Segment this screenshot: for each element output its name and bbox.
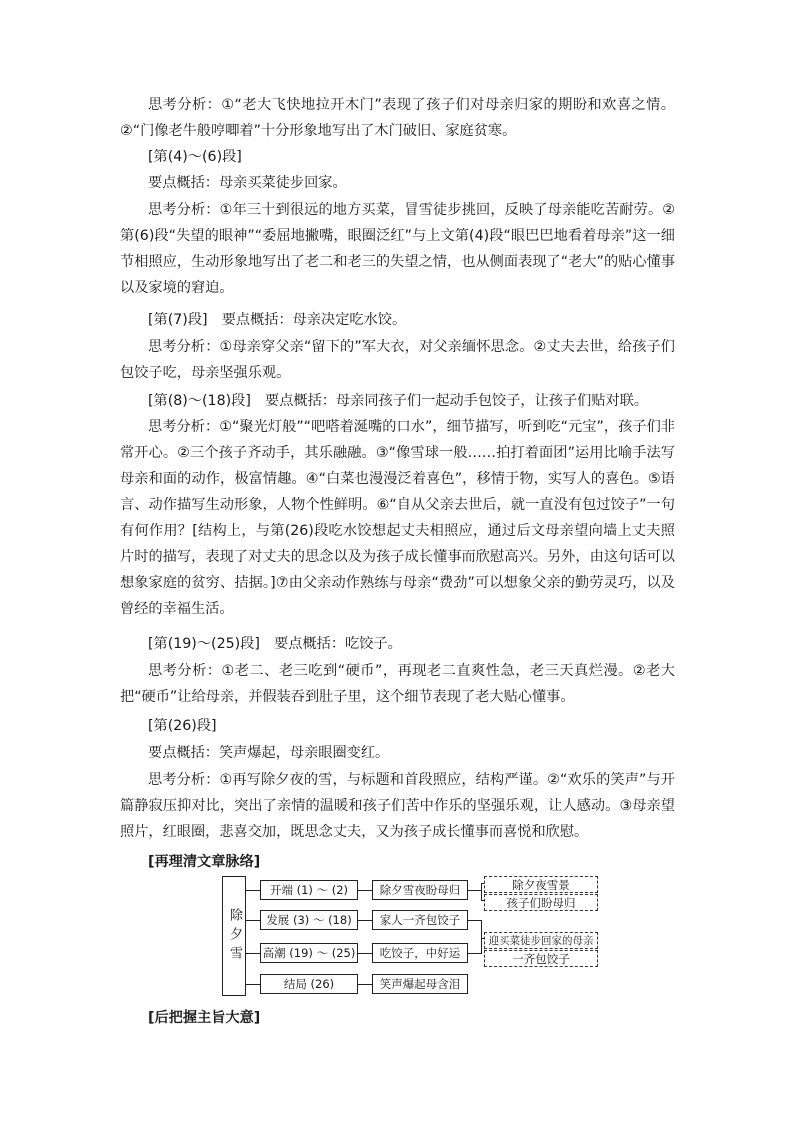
paragraph-analysis-19-25: 思考分析：①老二、老三吃到“硬币”，再现老二直爽性急，老三天真烂漫。②老大把“硬币”让给母亲，并假装吞到肚子里，这个细节表现了老大贴心懂事。	[120, 663, 675, 705]
connector-line	[358, 953, 372, 954]
stage-box-4	[260, 974, 358, 994]
paragraph-summary-26: 要点概括：笑声爆起，母亲眼圈变红。	[148, 745, 390, 761]
summary-box-2	[372, 910, 468, 930]
detail-label-1: 除夕夜雪景	[512, 877, 570, 892]
section-heading-26: [第(26)段]	[148, 718, 217, 734]
stage-label-1: 开端 (1) ～ (2)	[269, 883, 349, 897]
paragraph-summary-8-18: [第(8)～(18)段] 要点概括：母亲同孩子们一起动手包饺子，让孩子们贴对联。	[148, 393, 649, 409]
detail-box-4	[484, 950, 598, 967]
detail-label-3: 迎买菜徒步回家的母亲	[488, 934, 594, 947]
detail-box-3	[484, 932, 598, 949]
detail-box-1	[484, 876, 598, 893]
connector-line	[358, 890, 372, 891]
summary-label-4: 笑声爆起母含泪	[379, 977, 461, 991]
paragraph-analysis-26: 思考分析：①再写除夕夜的雪，与标题和首段照应，结构严谨。②“欢乐的笑声”与开篇静寂压抑对比，突出了亲情的温暖和孩子们苦中作乐的坚强乐观，让人感动。③母亲望照片，红眼圈，悲喜交加，既思念丈夫，又为孩子成长懂事而喜悦和欣慰。	[120, 772, 675, 840]
section-heading-theme: [后把握主旨大意]	[148, 1010, 261, 1026]
summary-box-3	[372, 943, 468, 963]
paragraph-analysis-7: 思考分析：①母亲穿父亲“留下的”军大衣，对父亲缅怀思念。②丈夫去世，给孩子们包饺子吃，母亲坚强乐观。	[120, 339, 675, 381]
detail-label-4: 一齐包饺子	[512, 951, 570, 966]
stage-label-3: 高潮 (19) ～ (25)	[262, 946, 356, 960]
summary-label-1: 除夕雪夜盼母归	[379, 883, 461, 897]
paragraph-summary-19-25: [第(19)～(25)段] 要点概括：吃饺子。	[148, 636, 402, 652]
paragraph-analysis-4-6: 思考分析：①年三十到很远的地方买菜，冒雪徒步挑回，反映了母亲能吃苦耐劳。②第(6)段“失望的眼神”“委屈地撇嘴，眼圈泛红”与上文第(4)段“眼巴巴地看着母亲”这一细节相照应，生动形象地写出了老二和老三的失望之情，也从侧面表现了“老大”的贴心懂事以及家境的窘迫。	[120, 202, 675, 296]
stage-label-4: 结局 (26)	[283, 977, 335, 991]
connector-line	[246, 953, 260, 954]
connector-line	[468, 920, 482, 921]
summary-label-2: 家人一齐包饺子	[379, 913, 461, 927]
stage-box-2	[260, 910, 358, 930]
detail-label-2: 孩子们盼母归	[506, 895, 576, 910]
connector-line	[246, 920, 260, 921]
section-heading-structure: [再理清文章脉络]	[148, 854, 261, 870]
structure-diagram	[222, 876, 602, 998]
paragraph-summary-7: [第(7)段] 要点概括：母亲决定吃水饺。	[148, 312, 407, 328]
summary-label-3: 吃饺子，中好运	[379, 946, 461, 960]
stage-box-1	[260, 880, 358, 900]
stage-box-3	[260, 943, 358, 963]
diagram-root-box	[222, 876, 246, 996]
connector-line	[246, 890, 260, 891]
paragraph-summary-4-6: 要点概括：母亲买菜徒步回家。	[148, 175, 347, 191]
section-heading-4-6: [第(4)～(6)段]	[148, 149, 242, 165]
connector-line	[358, 984, 372, 985]
connector-line	[481, 920, 482, 954]
detail-box-2	[484, 894, 598, 911]
connector-line	[358, 920, 372, 921]
connector-line	[481, 883, 482, 901]
diagram-root-label: 除夕雪	[227, 907, 242, 965]
connector-line	[468, 890, 482, 891]
summary-box-4	[372, 974, 468, 994]
paragraph-analysis-8-18: 思考分析：①“聚光灯般”“吧嗒着涎嘴的口水”，细节描写，听到吃“元宝”，孩子们非常开心。②三个孩子齐动手，其乐融融。③“像雪球一般……拍打着面团”运用比喻手法写母亲和面的动作，极富情趣。④“白菜也漫漫泛着喜色”，移情于物，实写人的喜色。⑤语言、动作描写生动形象，人物个性鲜明。⑥“自从父亲去世后，就一直没有包过饺子”一句有何作用？[结构上，与第(26)段吃水饺想起丈夫相照应，通过后文母亲望向墙上丈夫照片时的描写，表现了对丈夫的思念以及为孩子成长懂事而欣慰高兴。另外，由这句话可以想象家庭的贫穷、拮据。]⑦由父亲动作熟练与母亲“费劲”可以想象父亲的勤劳灵巧，以及曾经的幸福生活。	[120, 419, 675, 617]
connector-line	[468, 953, 482, 954]
summary-box-1	[372, 880, 468, 900]
connector-line	[246, 984, 260, 985]
stage-label-2: 发展 (3) ～ (18)	[266, 913, 352, 927]
paragraph-analysis-1: 思考分析：①“老大飞快地拉开木门”表现了孩子们对母亲归家的期盼和欢喜之情。②“门像老牛般哼唧着”十分形象地写出了木门破旧、家庭贫寒。	[120, 97, 675, 139]
